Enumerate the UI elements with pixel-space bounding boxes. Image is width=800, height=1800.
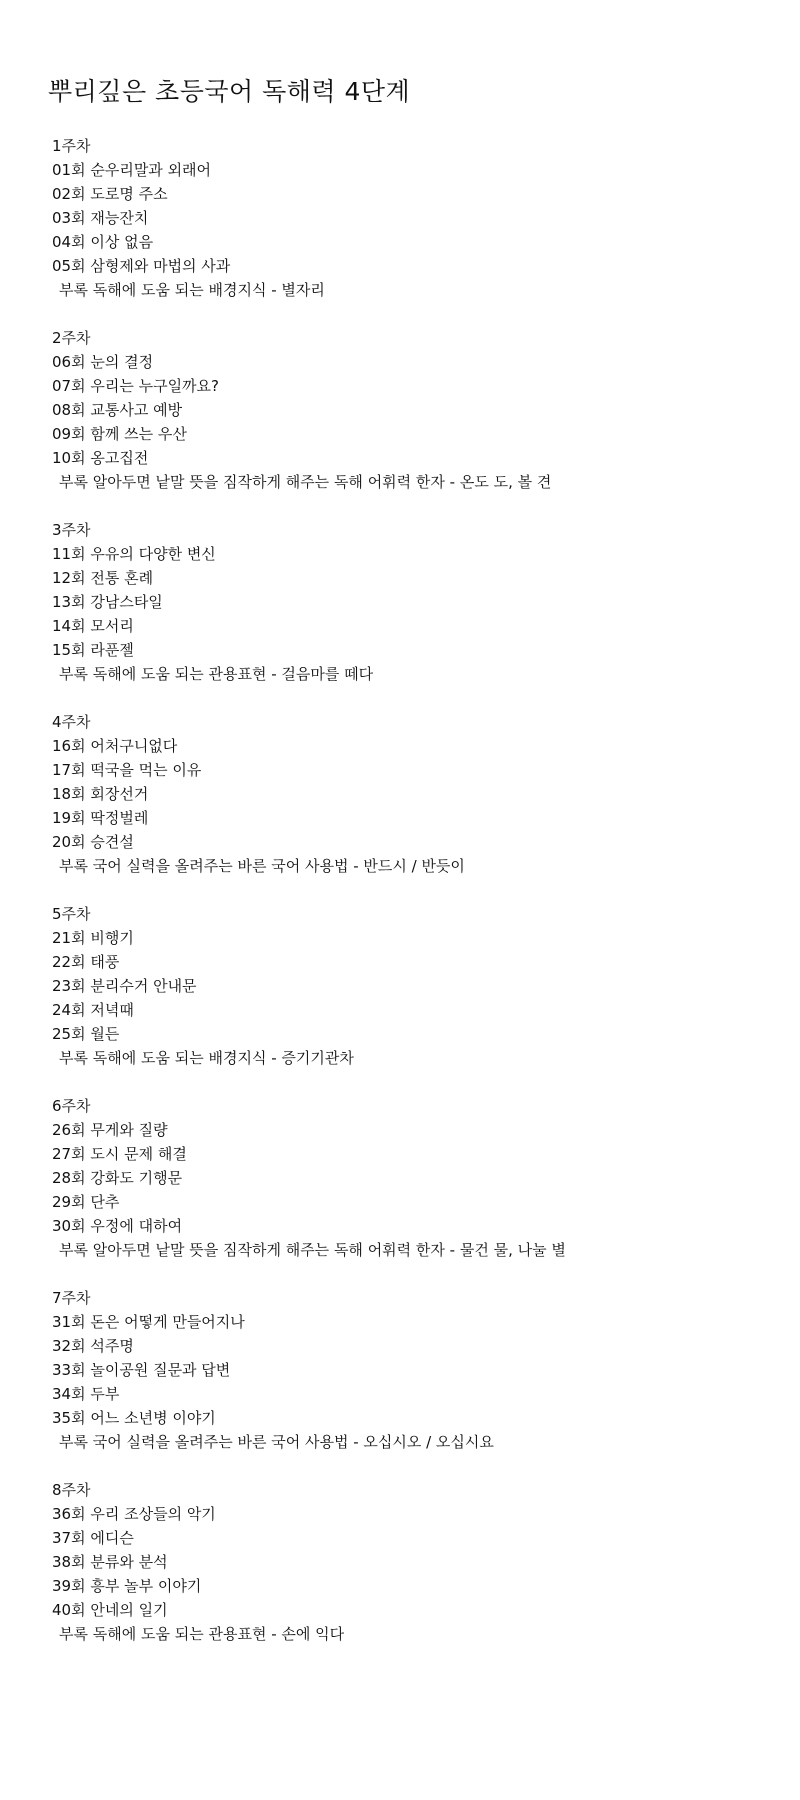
lesson-item: 19회 딱정벌레	[52, 809, 149, 827]
lesson-item: 08회 교통사고 예방	[52, 401, 183, 419]
lesson-item: 22회 태풍	[52, 953, 120, 971]
lesson-item: 21회 비행기	[52, 929, 134, 947]
appendix-item: 부록 독해에 도움 되는 배경지식 - 별자리	[59, 281, 325, 299]
week-heading: 3주차	[52, 521, 91, 539]
lesson-item: 40회 안네의 일기	[52, 1601, 168, 1619]
week-heading: 6주차	[52, 1097, 91, 1115]
week-section	[52, 326, 792, 494]
week-heading: 7주차	[52, 1289, 91, 1307]
lesson-item: 04회 이상 없음	[52, 233, 154, 251]
lesson-item: 20회 승견설	[52, 833, 134, 851]
lesson-item: 05회 삼형제와 마법의 사과	[52, 257, 231, 275]
week-heading: 5주차	[52, 905, 91, 923]
week-heading: 8주차	[52, 1481, 91, 1499]
week-heading: 2주차	[52, 329, 91, 347]
appendix-item: 부록 국어 실력을 올려주는 바른 국어 사용법 - 오십시오 / 오십시요	[59, 1433, 494, 1451]
lesson-item: 32회 석주명	[52, 1337, 134, 1355]
week-heading: 4주차	[52, 713, 91, 731]
document-title: 뿌리깊은 초등국어 독해력 4단계	[48, 77, 411, 106]
lesson-item: 30회 우정에 대하여	[52, 1217, 183, 1235]
appendix-item: 부록 독해에 도움 되는 관용표현 - 걸음마를 떼다	[59, 665, 374, 683]
lesson-item: 10회 옹고집전	[52, 449, 149, 467]
lesson-item: 38회 분류와 분석	[52, 1553, 168, 1571]
week-section	[52, 710, 792, 878]
lesson-item: 01회 순우리말과 외래어	[52, 161, 212, 179]
appendix-item: 부록 독해에 도움 되는 배경지식 - 증기기관차	[59, 1049, 354, 1067]
lesson-item: 24회 저녁때	[52, 1001, 134, 1019]
lesson-item: 39회 흥부 놀부 이야기	[52, 1577, 202, 1595]
week-section	[52, 1094, 792, 1262]
lesson-item: 17회 떡국을 먹는 이유	[52, 761, 202, 779]
lesson-item: 13회 강남스타일	[52, 593, 163, 611]
week-section	[52, 134, 792, 302]
lesson-item: 31회 돈은 어떻게 만들어지나	[52, 1313, 245, 1331]
lesson-item: 36회 우리 조상들의 악기	[52, 1505, 216, 1523]
appendix-item: 부록 알아두면 낱말 뜻을 짐작하게 해주는 독해 어휘력 한자 - 온도 도, 볼 견	[59, 473, 552, 491]
lesson-item: 26회 무게와 질량	[52, 1121, 168, 1139]
lesson-item: 16회 어처구니없다	[52, 737, 178, 755]
weekly-schedule	[52, 134, 792, 1670]
lesson-item: 12회 전통 혼례	[52, 569, 154, 587]
lesson-item: 37회 에디슨	[52, 1529, 134, 1547]
lesson-item: 28회 강화도 기행문	[52, 1169, 183, 1187]
week-section	[52, 1478, 792, 1646]
lesson-item: 25회 월든	[52, 1025, 120, 1043]
lesson-item: 02회 도로명 주소	[52, 185, 168, 203]
week-section	[52, 902, 792, 1070]
week-section	[52, 1286, 792, 1454]
lesson-item: 18회 회장선거	[52, 785, 149, 803]
lesson-item: 34회 두부	[52, 1385, 120, 1403]
lesson-item: 06회 눈의 결정	[52, 353, 154, 371]
appendix-item: 부록 알아두면 낱말 뜻을 짐작하게 해주는 독해 어휘력 한자 - 물건 물, 나눌 별	[59, 1241, 566, 1259]
lesson-item: 23회 분리수거 안내문	[52, 977, 197, 995]
appendix-item: 부록 독해에 도움 되는 관용표현 - 손에 익다	[59, 1625, 345, 1643]
week-heading: 1주차	[52, 137, 91, 155]
lesson-item: 15회 라푼젤	[52, 641, 134, 659]
week-section	[52, 518, 792, 686]
lesson-item: 09회 함께 쓰는 우산	[52, 425, 187, 443]
lesson-item: 33회 놀이공원 질문과 답변	[52, 1361, 231, 1379]
lesson-item: 29회 단추	[52, 1193, 120, 1211]
lesson-item: 03회 재능잔치	[52, 209, 149, 227]
lesson-item: 11회 우유의 다양한 변신	[52, 545, 216, 563]
appendix-item: 부록 국어 실력을 올려주는 바른 국어 사용법 - 반드시 / 반듯이	[59, 857, 465, 875]
lesson-item: 07회 우리는 누구일까요?	[52, 377, 219, 395]
lesson-item: 27회 도시 문제 해결	[52, 1145, 187, 1163]
lesson-item: 14회 모서리	[52, 617, 134, 635]
lesson-item: 35회 어느 소년병 이야기	[52, 1409, 216, 1427]
